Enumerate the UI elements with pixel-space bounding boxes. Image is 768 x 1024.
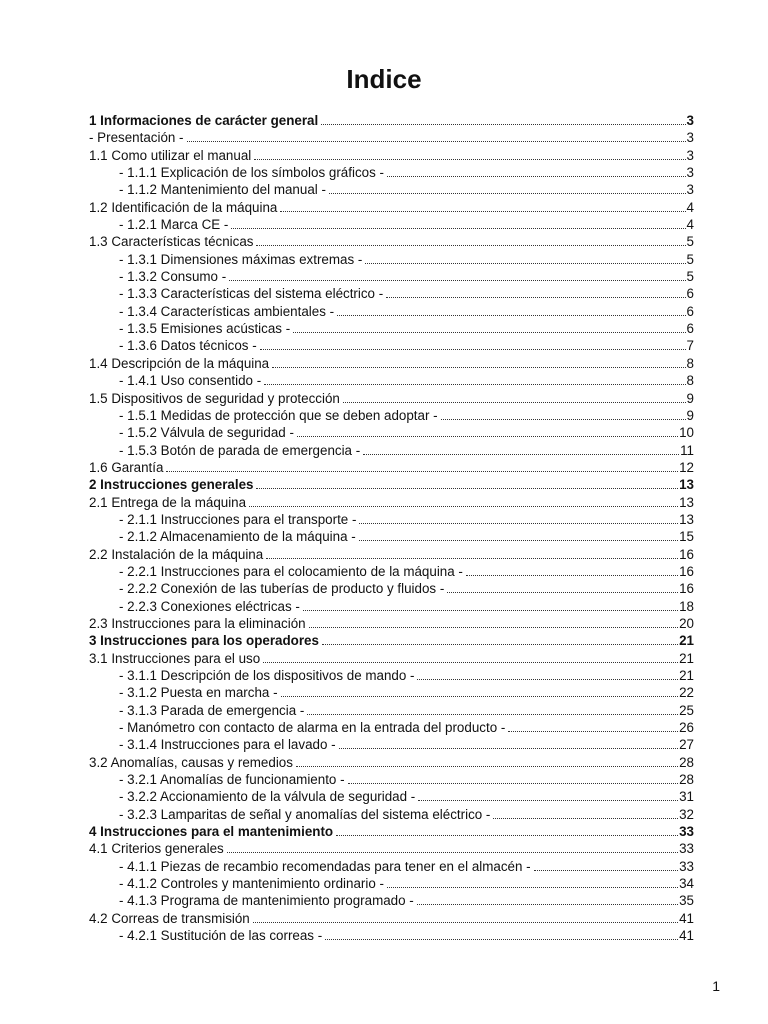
toc-entry-label: 3.2 Anomalías, causas y remedios xyxy=(89,754,293,770)
toc-entry-label: 1.6 Garantía xyxy=(89,459,164,475)
toc-entry-label: 1 Informaciones de carácter general xyxy=(89,113,319,128)
toc-entry-label: - 1.1.2 Mantenimiento del manual - xyxy=(119,182,326,198)
toc-entry xyxy=(89,806,694,823)
toc-entry-label: - 3.1.2 Puesta en marcha - xyxy=(119,685,278,701)
dot-leader xyxy=(303,600,678,611)
toc-entry-page: 11 xyxy=(680,442,694,458)
toc-entry-label: - 1.3.4 Características ambientales - xyxy=(119,303,335,319)
toc-entry-label: 2.2 Instalación de la máquina xyxy=(89,546,264,562)
toc-entry-label: - 1.3.3 Características del sistema eléctrico - xyxy=(119,286,384,302)
toc-entry-page: 16 xyxy=(679,563,694,579)
toc-entry xyxy=(89,754,694,771)
toc-entry-page: 21 xyxy=(679,650,694,666)
toc-entry xyxy=(89,511,694,528)
dot-leader xyxy=(297,426,678,437)
dot-leader xyxy=(359,513,678,524)
toc-entry-label: - 3.2.2 Accionamiento de la válvula de seguridad - xyxy=(119,789,416,805)
toc-entry xyxy=(89,823,694,840)
dot-leader xyxy=(417,669,678,680)
toc-entry-page: 5 xyxy=(686,269,694,285)
dot-leader xyxy=(447,582,678,593)
toc-entry xyxy=(89,563,694,580)
toc-entry xyxy=(89,407,694,424)
dot-leader xyxy=(348,773,679,784)
toc-entry-label: - 3.1.4 Instrucciones para el lavado - xyxy=(119,737,336,753)
toc-entry-label: 1.4 Descripción de la máquina xyxy=(89,355,270,371)
toc-entry xyxy=(89,320,694,337)
toc-entry-page: 13 xyxy=(679,511,694,527)
toc-entry xyxy=(89,112,694,129)
toc-entry xyxy=(89,788,694,805)
toc-entry-label: 1.5 Dispositivos de seguridad y protección xyxy=(89,390,340,406)
toc-entry-label: 1.3 Características técnicas xyxy=(89,234,254,250)
dot-leader xyxy=(231,218,685,229)
toc-entry xyxy=(89,580,694,597)
toc-entry-page: 3 xyxy=(686,165,694,181)
toc-entry xyxy=(89,147,694,164)
toc-entry xyxy=(89,424,694,441)
toc-entry-page: 33 xyxy=(679,858,694,874)
toc-entry-page: 3 xyxy=(686,147,694,163)
toc-entry-page: 41 xyxy=(679,928,694,944)
toc-entry xyxy=(89,858,694,875)
toc-entry-label: - 4.2.1 Sustitución de las correas - xyxy=(119,928,323,944)
toc-entry-page: 6 xyxy=(686,303,694,319)
toc-entry xyxy=(89,494,694,511)
toc-entry-page: 5 xyxy=(686,234,694,250)
toc-entry-page: 6 xyxy=(686,286,694,302)
dot-leader xyxy=(272,357,685,368)
toc-entry xyxy=(89,892,694,909)
page-number: 1 xyxy=(712,978,720,994)
toc-entry-page: 33 xyxy=(679,824,694,840)
toc-entry xyxy=(89,476,694,493)
toc-entry xyxy=(89,650,694,667)
toc-entry-label: 1.2 Identificación de la máquina xyxy=(89,199,278,215)
toc-entry-page: 6 xyxy=(686,321,694,337)
toc-entry-label: - 1.5.3 Botón de parada de emergencia - xyxy=(119,442,361,458)
dot-leader xyxy=(386,287,685,298)
toc-entry-page: 16 xyxy=(679,546,694,562)
toc-entry-page: 13 xyxy=(679,494,694,510)
dot-leader xyxy=(336,825,678,836)
toc-entry-label: - 3.1.1 Descripción de los dispositivos de mando - xyxy=(119,668,415,683)
dot-leader xyxy=(249,496,678,507)
toc-entry-page: 3 xyxy=(686,113,694,128)
toc-entry-label: - 1.4.1 Uso consentido - xyxy=(119,373,262,389)
toc-entry-page: 32 xyxy=(679,806,694,822)
toc-entry-label: - 2.2.2 Conexión de las tuberías de producto y fluidos - xyxy=(119,581,445,597)
toc-entry-page: 8 xyxy=(686,355,694,371)
toc-entry xyxy=(89,390,694,407)
dot-leader xyxy=(441,409,686,420)
toc-entry-page: 12 xyxy=(679,459,694,475)
toc-entry-label: 3 Instrucciones para los operadores xyxy=(89,633,319,649)
toc-entry-page: 15 xyxy=(679,529,694,545)
toc-entry-label: - 2.1.2 Almacenamiento de la máquina - xyxy=(119,529,356,545)
toc-entry-page: 10 xyxy=(679,425,694,441)
toc-entry-page: 5 xyxy=(686,251,694,267)
toc-entry-label: - 1.2.1 Marca CE - xyxy=(119,217,229,233)
dot-leader xyxy=(339,738,678,749)
toc-entry-label: - 2.2.1 Instrucciones para el colocamiento de la máquina - xyxy=(119,563,463,579)
dot-leader xyxy=(296,756,678,767)
toc-entry-page: 25 xyxy=(679,702,694,718)
dot-leader xyxy=(337,305,685,316)
toc-entry-label: 4.1 Criterios generales xyxy=(89,841,224,857)
toc-entry-label: - 2.1.1 Instrucciones para el transporte - xyxy=(119,511,357,527)
toc-entry-label: - Presentación - xyxy=(89,130,184,146)
toc-entry xyxy=(89,667,694,684)
toc-entry xyxy=(89,684,694,701)
toc-entry-label: 2.1 Entrega de la máquina xyxy=(89,494,247,510)
toc-entry-page: 21 xyxy=(679,633,694,649)
toc-entry xyxy=(89,199,694,216)
toc-entry-label: - 1.3.6 Datos técnicos - xyxy=(119,338,257,354)
toc-entry xyxy=(89,233,694,250)
toc-entry-label: - 1.5.1 Medidas de protección que se deben adoptar - xyxy=(119,407,438,423)
dot-leader xyxy=(280,201,685,212)
toc-entry-label: - Manómetro con contacto de alarma en la entrada del producto - xyxy=(119,720,506,736)
dot-leader xyxy=(264,374,685,385)
toc-entry xyxy=(89,251,694,268)
table-of-contents xyxy=(89,112,694,945)
toc-entry-label: - 4.1.1 Piezas de recambio recomendadas para tener en el almacén - xyxy=(119,858,531,874)
toc-entry xyxy=(89,910,694,927)
toc-entry-page: 8 xyxy=(686,373,694,389)
toc-entry-page: 3 xyxy=(686,182,694,198)
dot-leader xyxy=(329,183,686,194)
toc-entry-page: 4 xyxy=(686,199,694,215)
toc-entry xyxy=(89,927,694,944)
toc-entry-page: 31 xyxy=(679,789,694,805)
toc-entry xyxy=(89,337,694,354)
toc-entry xyxy=(89,546,694,563)
dot-leader xyxy=(254,149,685,160)
dot-leader xyxy=(365,253,685,264)
toc-entry-label: 1.1 Como utilizar el manual xyxy=(89,147,252,163)
toc-entry-page: 21 xyxy=(679,668,694,683)
toc-entry xyxy=(89,268,694,285)
dot-leader xyxy=(260,339,686,350)
dot-leader xyxy=(387,166,686,177)
dot-leader xyxy=(187,131,686,142)
toc-entry xyxy=(89,702,694,719)
toc-entry xyxy=(89,164,694,181)
dot-leader xyxy=(263,652,678,663)
dot-leader xyxy=(417,894,678,905)
toc-entry xyxy=(89,216,694,233)
toc-entry xyxy=(89,442,694,459)
dot-leader xyxy=(493,808,678,819)
toc-entry-label: 4.2 Correas de transmisión xyxy=(89,910,250,926)
dot-leader xyxy=(534,860,678,871)
toc-entry-label: - 3.1.3 Parada de emergencia - xyxy=(119,702,305,718)
toc-entry-label: - 1.3.5 Emisiones acústicas - xyxy=(119,321,291,337)
toc-entry-label: 4 Instrucciones para el mantenimiento xyxy=(89,824,334,840)
dot-leader xyxy=(363,444,679,455)
dot-leader xyxy=(418,790,678,801)
toc-entry xyxy=(89,840,694,857)
toc-entry-label: - 3.2.1 Anomalías de funcionamiento - xyxy=(119,772,345,788)
dot-leader xyxy=(281,686,679,697)
toc-entry xyxy=(89,129,694,146)
dot-leader xyxy=(256,235,685,246)
toc-entry-page: 33 xyxy=(679,841,694,857)
toc-entry-page: 34 xyxy=(679,876,694,892)
toc-entry-label: - 1.5.2 Válvula de seguridad - xyxy=(119,425,294,441)
toc-entry xyxy=(89,459,694,476)
dot-leader xyxy=(322,634,678,645)
toc-entry-label: - 1.3.2 Consumo - xyxy=(119,269,227,285)
toc-entry-label: 2.3 Instrucciones para la eliminación xyxy=(89,615,306,631)
toc-entry-page: 16 xyxy=(679,581,694,597)
toc-entry-label: - 4.1.2 Controles y mantenimiento ordinario - xyxy=(119,876,384,892)
dot-leader xyxy=(229,270,685,281)
toc-entry xyxy=(89,632,694,649)
toc-entry-page: 13 xyxy=(679,477,694,493)
dot-leader xyxy=(309,617,678,628)
dot-leader xyxy=(508,721,678,732)
toc-entry-label: - 1.1.1 Explicación de los símbolos gráficos - xyxy=(119,165,384,181)
toc-entry-label: 2 Instrucciones generales xyxy=(89,477,254,493)
dot-leader xyxy=(253,912,678,923)
dot-leader xyxy=(359,530,678,541)
toc-entry-label: - 3.2.3 Lamparitas de señal y anomalías del sistema eléctrico - xyxy=(119,806,491,822)
toc-entry-page: 9 xyxy=(686,407,694,423)
toc-entry xyxy=(89,875,694,892)
toc-entry xyxy=(89,736,694,753)
dot-leader xyxy=(343,392,686,403)
toc-entry-page: 28 xyxy=(679,754,694,770)
dot-leader xyxy=(166,461,678,472)
dot-leader xyxy=(321,114,685,125)
toc-entry-page: 22 xyxy=(679,685,694,701)
dot-leader xyxy=(227,842,678,853)
toc-entry-page: 35 xyxy=(679,893,694,909)
toc-entry xyxy=(89,372,694,389)
dot-leader xyxy=(387,877,678,888)
toc-entry-label: - 4.1.3 Programa de mantenimiento programado - xyxy=(119,893,414,909)
toc-entry-page: 4 xyxy=(686,217,694,233)
toc-entry-page: 26 xyxy=(679,720,694,736)
dot-leader xyxy=(325,929,678,940)
toc-entry-page: 9 xyxy=(686,390,694,406)
toc-entry xyxy=(89,181,694,198)
toc-entry-label: - 1.3.1 Dimensiones máximas extremas - xyxy=(119,251,363,267)
toc-entry xyxy=(89,719,694,736)
dot-leader xyxy=(266,548,678,559)
toc-entry xyxy=(89,771,694,788)
toc-entry-page: 7 xyxy=(686,338,694,354)
toc-entry-page: 3 xyxy=(686,130,694,146)
toc-entry-page: 20 xyxy=(679,615,694,631)
toc-entry xyxy=(89,598,694,615)
toc-entry xyxy=(89,303,694,320)
toc-entry xyxy=(89,355,694,372)
toc-entry-page: 41 xyxy=(679,910,694,926)
dot-leader xyxy=(256,478,678,489)
toc-entry-page: 28 xyxy=(679,772,694,788)
toc-entry xyxy=(89,285,694,302)
toc-entry xyxy=(89,528,694,545)
toc-entry xyxy=(89,615,694,632)
dot-leader xyxy=(307,704,678,715)
toc-entry-page: 18 xyxy=(679,598,694,614)
toc-entry-label: 3.1 Instrucciones para el uso xyxy=(89,650,261,666)
toc-entry-label: - 2.2.3 Conexiones eléctricas - xyxy=(119,598,300,614)
dot-leader xyxy=(293,322,685,333)
toc-entry-page: 27 xyxy=(679,737,694,753)
dot-leader xyxy=(466,565,678,576)
page-title: Indice xyxy=(346,64,422,94)
